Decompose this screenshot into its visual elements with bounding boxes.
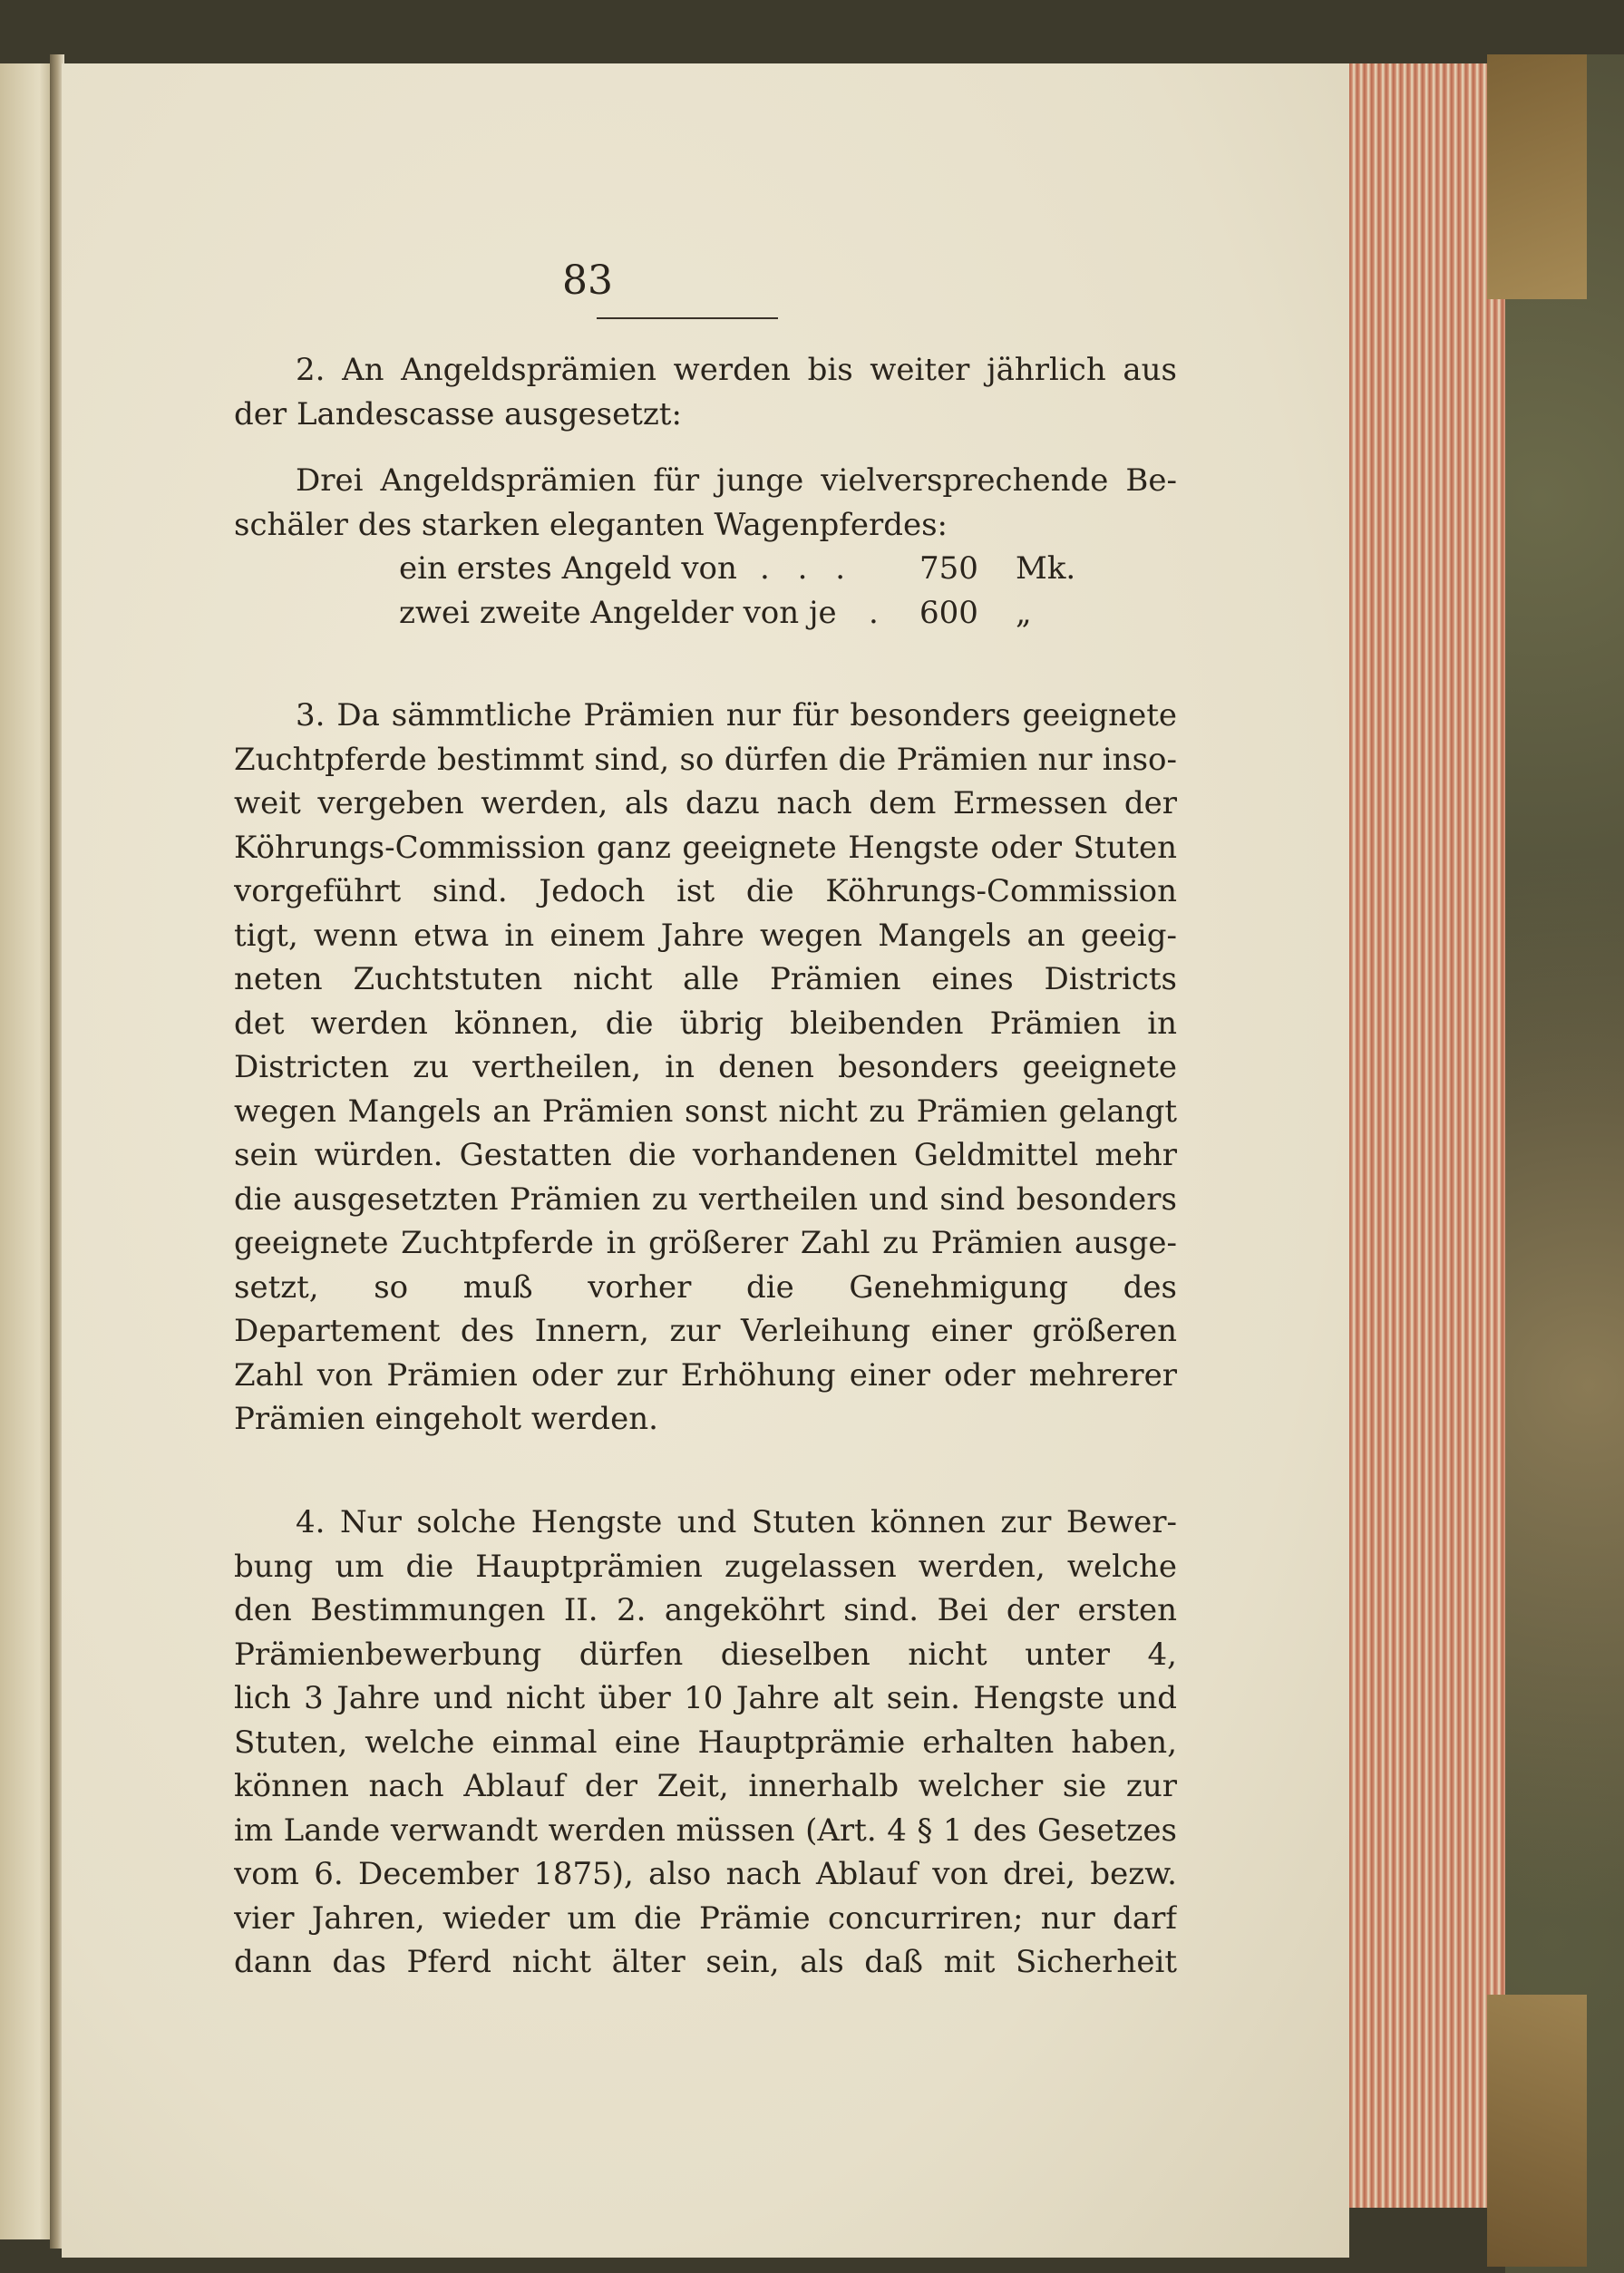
text-line: Drei Angeldsprämien für junge vielversprechende Be- xyxy=(296,462,1177,499)
text-line: vorgeführt sind. Jedoch ist die Köhrungs-Commission xyxy=(234,873,1177,909)
text-line: 2. An Angeldsprämien werden bis weiter jährlich aus xyxy=(296,352,1177,388)
prize-amount: 600 xyxy=(919,594,978,631)
text-line: Zahl von Prämien oder zur Erhöhung einer oder mehrerer xyxy=(234,1356,1177,1394)
section-3-paragraph xyxy=(234,694,1177,1442)
prize-row xyxy=(234,547,1177,591)
text-line: 3. Da sämmtliche Prämien nur für besonders geeignete xyxy=(296,697,1177,733)
text-line: setzt, so muß vorher die Genehmigung des xyxy=(234,1268,1177,1306)
cover-corner-top xyxy=(1487,54,1587,299)
text-line: bung um die Hauptprämien zugelassen werden, welche xyxy=(234,1548,1177,1585)
section-4-paragraph xyxy=(234,1501,1177,1985)
text-line: im Lande verwandt werden müssen (Art. 4 § 1 des Gesetzes xyxy=(234,1812,1177,1849)
text-line: neten Zuchtstuten nicht alle Prämien eines Districts xyxy=(234,961,1177,997)
text-line: die ausgesetzten Prämien zu vertheilen und sind besonders xyxy=(234,1180,1177,1218)
text-line: Departement des Innern, zur Verleihung einer größeren xyxy=(234,1313,1177,1349)
section-2-paragraph xyxy=(234,348,1177,436)
page-number-rule xyxy=(597,317,778,319)
prize-dots: . xyxy=(869,594,888,631)
left-page-edge xyxy=(0,63,56,2239)
text-line: Zuchtpferde bestimmt sind, so dürfen die Prämien nur inso- xyxy=(234,741,1177,778)
prize-list xyxy=(234,547,1177,635)
text-line: können nach Ablauf der Zeit, innerhalb welcher sie zur xyxy=(234,1768,1177,1804)
text-line: Prämien eingeholt werden. xyxy=(234,1401,658,1437)
text-line: den Bestimmungen II. 2. angeköhrt sind. Bei der ersten xyxy=(234,1592,1177,1628)
section-2-list-intro xyxy=(234,459,1177,547)
marbled-cover xyxy=(1505,54,1624,2273)
text-line: dann das Pferd nicht älter sein, als daß mit Sicherheit xyxy=(234,1944,1177,1980)
text-line: vom 6. December 1875), also nach Ablauf von drei, bezw. xyxy=(234,1856,1177,1892)
prize-row xyxy=(234,591,1177,636)
prize-unit: „ xyxy=(1016,594,1032,631)
text-line: schäler des starken eleganten Wagenpferdes: xyxy=(234,506,948,543)
prize-label: ein erstes Angeld von xyxy=(399,550,737,587)
text-line: lich 3 Jahre und nicht über 10 Jahre alt sein. Hengste und xyxy=(234,1680,1177,1716)
text-line: vier Jahren, wieder um die Prämie concurriren; nur darf xyxy=(234,1899,1177,1937)
text-line: sein würden. Gestatten die vorhandenen Geldmittel mehr xyxy=(234,1137,1177,1173)
text-line: Districten zu vertheilen, in denen besonders geeignete xyxy=(234,1049,1177,1085)
text-line: der Landescasse ausgesetzt: xyxy=(234,395,682,432)
prize-label: zwei zweite Angelder von je xyxy=(399,594,837,631)
text-line: wegen Mangels an Prämien sonst nicht zu Prämien gelangt xyxy=(234,1093,1177,1130)
text-line: Köhrungs-Commission ganz geeignete Hengste oder Stuten xyxy=(234,829,1177,866)
prize-unit: Mk. xyxy=(1016,550,1076,587)
text-line: det werden können, die übrig bleibenden Prämien in xyxy=(234,1005,1177,1042)
text-line: tigt, wenn etwa in einem Jahre wegen Mangels an geeig- xyxy=(234,917,1177,954)
text-line: Stuten, welche einmal eine Hauptprämie erhalten haben, xyxy=(234,1724,1177,1761)
text-line: Prämienbewerbung dürfen dieselben nicht unter 4, xyxy=(234,1636,1177,1673)
text-line: weit vergeben werden, als dazu nach dem Ermessen der xyxy=(234,785,1177,821)
text-line: 4. Nur solche Hengste und Stuten können zur Bewer- xyxy=(296,1504,1177,1540)
cover-corner-bottom xyxy=(1487,1995,1587,2267)
prize-amount: 750 xyxy=(919,550,978,587)
text-line: geeignete Zuchtpferde in größerer Zahl zu Prämien ausge- xyxy=(234,1225,1177,1261)
page-number: 83 xyxy=(562,257,613,304)
prize-dots: . . . xyxy=(760,550,855,587)
